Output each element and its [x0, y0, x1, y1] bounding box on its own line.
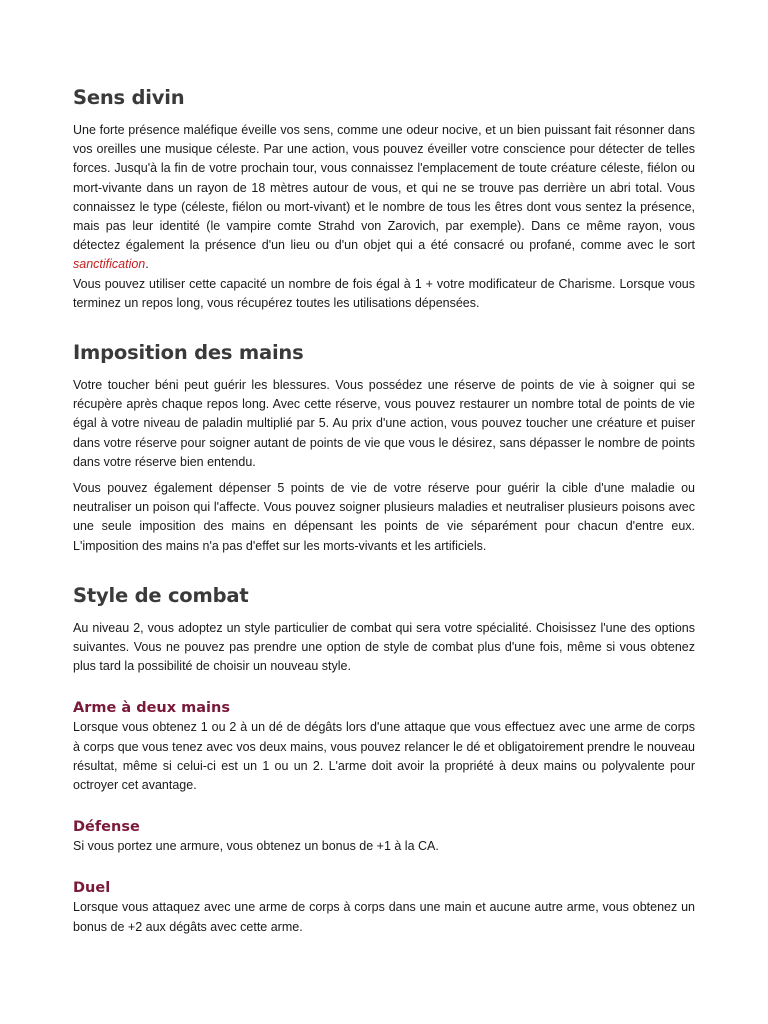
paragraph-text: Une forte présence maléfique éveille vos sens, comme une odeur nocive, et un bien puissant fait résonner dans vos oreilles une musique céleste. Par une action, vous pouvez éveiller votre conscience pour détecter de telles forces. Jusqu'à la fin de votre prochain tour, vous connaissez l'emplacement de toute créature céleste, fiélon ou mort-vivante dans un rayon de 18 mètres autour de vous, et qui ne se trouve pas derrière un abri total. Vous connaissez le type (céleste, fiélon ou mort-vivant) et le nombre de tous les êtres dont vous sentez la présence, mais pas leur identité (le vampire comte Strahd von Zarovich, par exemple). Dans ce même rayon, vous détectez également la présence d'un lieu ou d'un objet qui a été consacré ou profané, comme avec le sort	[73, 123, 695, 253]
paragraph-sens-divin-2: Vous pouvez utiliser cette capacité un nombre de fois égal à 1 + votre modificateur de Charisme. Lorsque vous terminez un repos long, vous récupérez toutes les utilisations dépensées.	[73, 276, 695, 310]
document-page	[73, 84, 695, 937]
spell-link-sanctification[interactable]: sanctification	[73, 257, 146, 272]
subsection-arme-a-deux-mains	[73, 698, 695, 795]
paragraph-sens-divin-1	[73, 121, 695, 275]
subsection-text-defense: Si vous portez une armure, vous obtenez un bonus de +1 à la CA.	[73, 839, 439, 854]
paragraph-imposition-1: Votre toucher béni peut guérir les blessures. Vous possédez une réserve de points de vie à soigner qui se récupère après chaque repos long. Avec cette réserve, vous pouvez restaurer un nombre total de points de vie égal à votre niveau de paladin multiplié par 5. Au prix d'une action, vous pouvez toucher une créature et puiser dans votre réserve pour soigner autant de points de vie que vous le désirez, sans dépasser le nombre de points dans votre réserve bien entendu.	[73, 378, 695, 469]
subsection-title-duel: Duel	[73, 880, 111, 897]
section-style-de-combat	[73, 582, 695, 937]
subsection-title-arme-a-deux-mains: Arme à deux mains	[73, 700, 230, 717]
section-imposition-des-mains	[73, 339, 695, 556]
section-title-imposition-des-mains: Imposition des mains	[73, 341, 304, 365]
subsection-text-arme-a-deux-mains: Lorsque vous obtenez 1 ou 2 à un dé de dégâts lors d'une attaque que vous effectuez avec une arme de corps à corps que vous tenez avec vos deux mains, vous pouvez relancer le dé et obligatoirement prendre le nouveau résultat, même si celui-ci est un 1 ou un 2. L'arme doit avoir la propriété à deux mains ou polyvalente pour octroyer cet avantage.	[73, 720, 695, 793]
paragraph-style-de-combat: Au niveau 2, vous adoptez un style particulier de combat qui sera votre spécialité. Choisissez l'une des options suivantes. Vous ne pouvez pas prendre une option de style de combat plus d'une fois, même si vous obtenez plus tard la possibilité de choisir un nouveau style.	[73, 620, 695, 674]
section-title-sens-divin: Sens divin	[73, 86, 185, 109]
section-title-style-de-combat: Style de combat	[73, 583, 249, 607]
subsection-duel	[73, 878, 695, 936]
paragraph-text-end: .	[145, 257, 149, 272]
subsection-defense	[73, 817, 695, 856]
subsection-title-defense: Défense	[73, 819, 140, 836]
subsection-text-duel: Lorsque vous attaquez avec une arme de corps à corps dans une main et aucune autre arme, vous obtenez un bonus de +2 aux dégâts avec cette arme.	[73, 900, 695, 934]
section-sens-divin	[73, 84, 695, 313]
paragraph-imposition-2: Vous pouvez également dépenser 5 points de vie de votre réserve pour guérir la cible d'une maladie ou neutraliser un poison qui l'affecte. Vous pouvez soigner plusieurs maladies et neutraliser plusieurs poisons avec une seule imposition des mains en dépensant les points de vie séparément pour chacun d'entre eux. L'imposition des mains n'a pas d'effet sur les morts-vivants et les artificiels.	[73, 481, 695, 553]
